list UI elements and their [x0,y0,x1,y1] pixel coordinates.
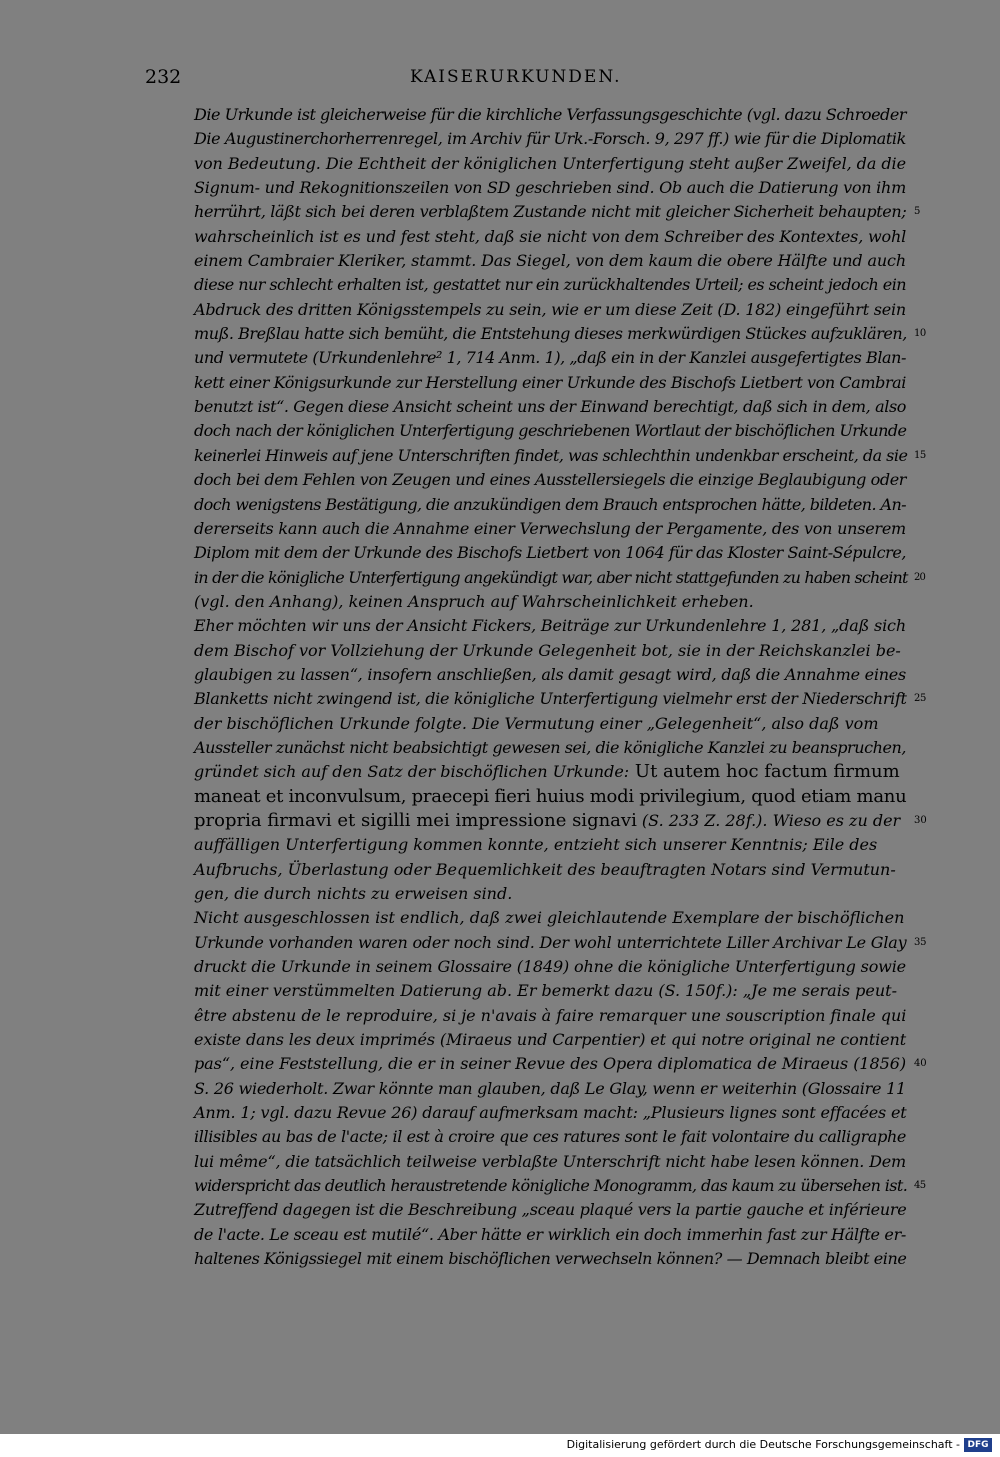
text-line [194,1052,927,1076]
line-text: einem Cambraier Kleriker, stammt. Das Siegel, von dem kaum die obere Hälfte und auch [194,251,906,271]
text-line [194,955,906,979]
line-text: Anm. 1; vgl. dazu Revue 26) darauf aufmerksam macht: „Plusieurs lignes sont effacées et [194,1103,907,1123]
line-text: Diplom mit dem der Urkunde des Bischofs Lietbert von 1064 für das Kloster Saint-Sépulcre, [194,543,907,563]
line-text: Abdruck des dritten Königsstempels zu sein, wie er um diese Zeit (D. 182) eingeführt sein [194,299,906,319]
text-line [194,176,906,200]
text-line [194,1101,906,1125]
text-line [194,614,906,638]
line-text: mit einer verstümmelten Datierung ab. Er bemerkt dazu (S. 150f.): „Je me serais peut- [194,981,897,1001]
text-line [194,663,906,687]
line-text: Zutreffend dagegen ist die Beschreibung „sceau plaqué vers la partie gauche et inférieure [194,1200,907,1220]
line-text: de l'acte. Le sceau est mutilé“. Aber hätte er wirklich ein doch immerhin fast zur Hälfte er- [194,1224,907,1244]
page-header [0,66,1000,94]
line-number: 20 [914,571,926,583]
text-line [194,371,906,395]
line-text: Blanketts nicht zwingend ist, die königliche Unterfertigung vielmehr erst der Niederschrift [194,689,907,709]
text-line [194,346,906,370]
line-text: doch bei dem Fehlen von Zeugen und eines Ausstellersiegels die einzige Beglaubigung oder [194,470,907,490]
text-line [194,687,927,711]
line-text: Die Augustinerchorherrenregel, im Archiv für Urk.-Forsch. 9, 297 ff.) wie für die Diplomatik [194,129,906,149]
line-text-continued: (S. 233 Z. 28f.). Wieso es zu der [636,810,901,830]
line-text: Signum- und Rekognitionszeilen von SD geschrieben sind. Ob auch die Datierung von ihm [194,178,906,198]
line-text: Die Urkunde ist gleicherweise für die kirchliche Verfassungsgeschichte (vgl. dazu Schroeder [194,105,907,124]
line-number: 15 [914,449,926,461]
line-number: 35 [914,936,927,948]
text-line [194,1247,906,1271]
text-line [194,200,920,224]
text-line [194,249,906,273]
text-line [194,590,906,614]
line-text: diese nur schlecht erhalten ist, gestattet nur ein zurückhaltendes Urteil; es scheint jedoch ein [194,275,906,295]
line-text: être abstenu de le reproduire, si je n'avais à faire remarquer une souscription finale qui [194,1005,907,1025]
text-line [194,809,927,833]
text-line [194,639,906,663]
text-line [194,468,906,492]
text-line [194,979,906,1003]
text-line [194,1028,906,1052]
text-line [194,322,926,346]
line-text: existe dans les deux imprimés (Miraeus und Carpentier) et qui notre original ne contient [194,1030,907,1050]
body-text [194,103,927,1272]
line-text: doch nach der königlichen Unterfertigung geschriebenen Wortlaut der bischöflichen Urkunde [194,421,907,441]
text-line [194,1198,906,1222]
line-number: 40 [914,1058,927,1070]
text-line [194,225,906,249]
line-text: Urkunde vorhanden waren oder noch sind. Der wohl unterrichtete Liller Archivar Le Glay [194,932,907,952]
latin-quote: Ut autem hoc factum firmum [629,761,900,783]
text-line [194,906,906,930]
line-text: druckt die Urkunde in seinem Glossaire (1849) ohne die königliche Unterfertigung sowie [194,957,907,977]
text-line [194,566,926,590]
text-line [194,103,906,127]
text-line [194,1125,906,1149]
line-text: dererseits kann auch die Annahme einer Verwechslung der Pergamente, des von unserem [194,518,906,538]
latin-quote: maneat et inconvulsum, praecepi fieri huius modi privilegium, quod etiam manu [194,785,907,807]
line-text: S. 26 wiederholt. Zwar könnte man glauben, daß Le Glay, wenn er weiterhin (Glossaire 11 [194,1078,906,1098]
line-text: dem Bischof vor Vollziehung der Urkunde Gelegenheit bot, sie in der Reichskanzlei be- [194,640,901,660]
text-line [194,858,906,882]
line-text: kett einer Königsurkunde zur Herstellung einer Urkunde des Bischofs Lietbert von Cambrai [194,372,906,392]
line-number: 10 [914,328,926,340]
line-text: keinerlei Hinweis auf jene Unterschriften findet, was schlechthin undenkbar erscheint, da sie [194,445,908,465]
latin-quote: propria firmavi et sigilli mei impressione signavi [194,809,637,831]
text-line [194,395,906,419]
text-line [194,273,906,297]
line-text: pas“, eine Feststellung, die er in seiner Revue des Opera diplomatica de Miraeus (1856) [194,1054,907,1074]
text-line [194,493,906,517]
line-text: Aufbruchs, Überlastung oder Bequemlichkeit des beauftragten Notars sind Vermutun- [194,859,896,879]
text-line [194,1174,926,1198]
line-text: Nicht ausgeschlossen ist endlich, daß zwei gleichlautende Exemplare der bischöflichen [194,908,905,928]
text-line [194,712,906,736]
line-number: 45 [914,1180,926,1192]
line-text: widerspricht das deutlich heraustretende königliche Monogramm, das kaum zu übersehen ist. [194,1176,908,1196]
line-number: 5 [914,206,920,218]
line-text: und vermutete (Urkundenlehre² 1, 714 Anm. 1), „daß ein in der Kanzlei ausgefertigtes Blan- [194,348,906,368]
line-text: doch wenigstens Bestätigung, die anzukündigen dem Brauch entsprochen hätte, bildeten. An- [194,494,907,514]
text-line [194,882,906,906]
text-line [194,931,927,955]
text-line [194,1004,906,1028]
text-line [194,1223,906,1247]
line-text: der bischöflichen Urkunde folgte. Die Vermutung einer „Gelegenheit“, also daß vom [194,713,879,733]
text-line [194,1077,906,1101]
line-text: benutzt ist“. Gegen diese Ansicht scheint uns der Einwand berechtigt, daß sich in dem, also [194,397,907,417]
page-number: 232 [145,66,182,88]
text-line [194,444,926,468]
text-line [194,833,906,857]
text-line [194,1150,906,1174]
footer-bar [0,1434,1000,1457]
footer-credit: Digitalisierung gefördert durch die Deutsche Forschungsgemeinschaft - [566,1438,960,1451]
text-line [194,127,906,151]
text-line [194,541,906,565]
text-line [194,517,906,541]
text-line [194,298,906,322]
line-number: 30 [914,814,927,826]
running-title: KAISERURKUNDEN. [410,67,622,87]
line-number: 25 [914,693,927,705]
line-text: glaubigen zu lassen“, insofern anschließen, als damit gesagt wird, daß die Annahme eines [194,664,906,684]
text-line [194,785,906,809]
text-line [194,760,906,784]
line-text: Aussteller zunächst nicht beabsichtigt gewesen sei, die königliche Kanzlei zu beanspruchen, [194,737,907,757]
line-text: (vgl. den Anhang), keinen Anspruch auf Wahrscheinlichkeit erheben. [194,591,754,611]
line-text: illisibles au bas de l'acte; il est à croire que ces ratures sont le fait volontaire du calligraphe [194,1127,907,1147]
line-text: haltenes Königssiegel mit einem bischöflichen verwechseln können? — Demnach bleibt eine [194,1249,907,1269]
line-text: auffälligen Unterfertigung kommen konnte, entzieht sich unserer Kenntnis; Eile des [194,835,878,855]
line-text: Eher möchten wir uns der Ansicht Fickers, Beiträge zur Urkundenlehre 1, 281, „daß sich [194,616,907,636]
line-text: gen, die durch nichts zu erweisen sind. [194,884,513,903]
text-line [194,736,906,760]
text-line [194,152,906,176]
line-text: herrührt, läßt sich bei deren verblaßtem Zustande nicht mit gleicher Sicherheit behaupten; [194,202,907,222]
dfg-logo: DFG [964,1438,992,1452]
line-text: wahrscheinlich ist es und fest steht, daß sie nicht von dem Schreiber des Kontextes, wohl [194,226,906,246]
line-text: in der die königliche Unterfertigung angekündigt war, aber nicht stattgefunden zu haben scheint [194,567,908,587]
line-text: muß. Breßlau hatte sich bemüht, die Entstehung dieses merkwürdigen Stückes aufzuklären, [194,324,907,344]
line-text: gründet sich auf den Satz der bischöflichen Urkunde: [194,762,630,782]
text-line [194,419,906,443]
line-text: lui même“, die tatsächlich teilweise verblaßte Unterschrift nicht habe lesen können. Dem [194,1151,906,1171]
line-text: von Bedeutung. Die Echtheit der königlichen Unterfertigung steht außer Zweifel, da die [194,153,906,173]
